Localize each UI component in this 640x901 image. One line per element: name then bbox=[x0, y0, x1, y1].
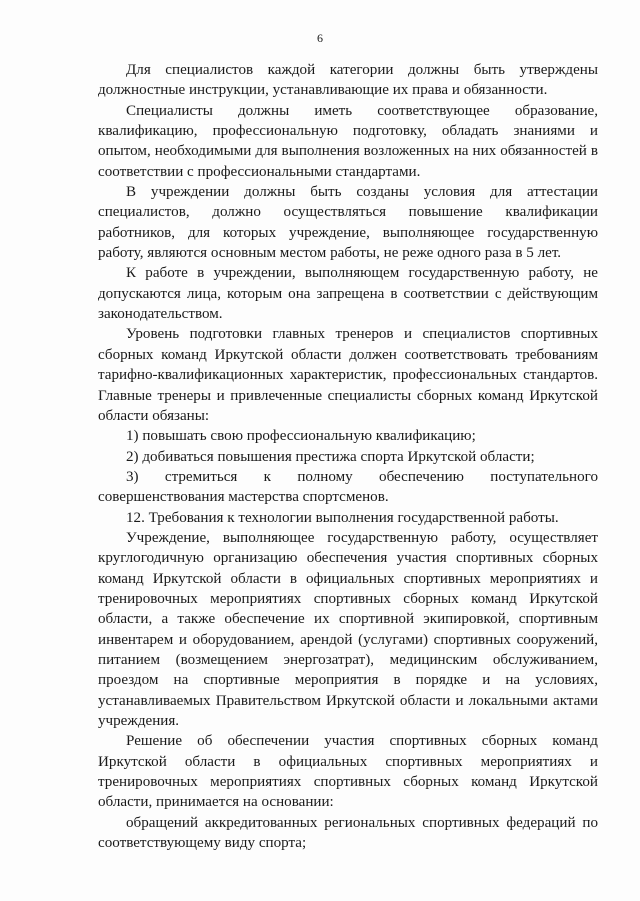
paragraph-attestation: В учреждении должны быть созданы условия для аттестации специалистов, должно осуществляться повышение квалификации работников, для которых учреждение, выполняющее государственную работу, являются основным местом работы, не реже одного раза в 5 лет. bbox=[98, 184, 598, 262]
paragraph-specialist-requirements: Специалисты должны иметь соответствующее образование, квалификацию, профессиональную подготовку, обладать знаниями и опытом, необходимыми для выполнения возложенных на них обязанностей в соответствии с профессиональными стандартами. bbox=[98, 102, 598, 180]
list-item-2: 2) добиваться повышения престижа спорта Иркутской области; bbox=[126, 448, 535, 465]
paragraph-admission-restrictions: К работе в учреждении, выполняющем государственную работу, не допускаются лица, которым она запрещена в соответствии с действующим законодательством. bbox=[98, 265, 598, 323]
paragraph-coach-training-level: Уровень подготовки главных тренеров и специалистов спортивных сборных команд Иркутской области должен соответствовать требованиям тарифно-квалификационных характеристик, профессиональных стандартов. Главные тренеры и привлеченные специалисты сборных команд Иркутской области обязаны: bbox=[98, 326, 598, 424]
paragraph-federation-requests: обращений аккредитованных региональных спортивных федераций по соответствующему виду спорта; bbox=[98, 814, 598, 852]
section-heading-12: 12. Требования к технологии выполнения государственной работы. bbox=[126, 509, 559, 526]
document-body bbox=[98, 60, 598, 853]
paragraph-year-round-organization: Учреждение, выполняющее государственную работу, осуществляет круглогодичную организацию обеспечения участия спортивных сборных команд Иркутской области в официальных спортивных мероприятиях и тренировочных мероприятиях спортивных сборных команд Иркутской области, а также обеспечение их спортивной экипировкой, спортивным инвентарем и оборудованием, арендой (услугами) спортивных сооружений, питанием (возмещением энергозатрат), медицинским обслуживанием, проездом на спортивные мероприятия в порядке и на условиях, устанавливаемых Правительством Иркутской области и локальными актами учреждения. bbox=[98, 529, 598, 729]
page-number: 6 bbox=[317, 31, 323, 45]
list-item-3: 3) стремиться к полному обеспечению поступательного совершенствования мастерства спортсменов. bbox=[98, 468, 598, 506]
paragraph-decision-basis: Решение об обеспечении участия спортивных сборных команд Иркутской области в официальных спортивных мероприятиях и тренировочных мероприятиях спортивных сборных команд Иркутской области, принимается на основании: bbox=[98, 733, 598, 811]
list-item-1: 1) повышать свою профессиональную квалификацию; bbox=[126, 428, 476, 445]
paragraph-job-instructions: Для специалистов каждой категории должны быть утверждены должностные инструкции, устанавливающие их права и обязанности. bbox=[98, 62, 598, 99]
